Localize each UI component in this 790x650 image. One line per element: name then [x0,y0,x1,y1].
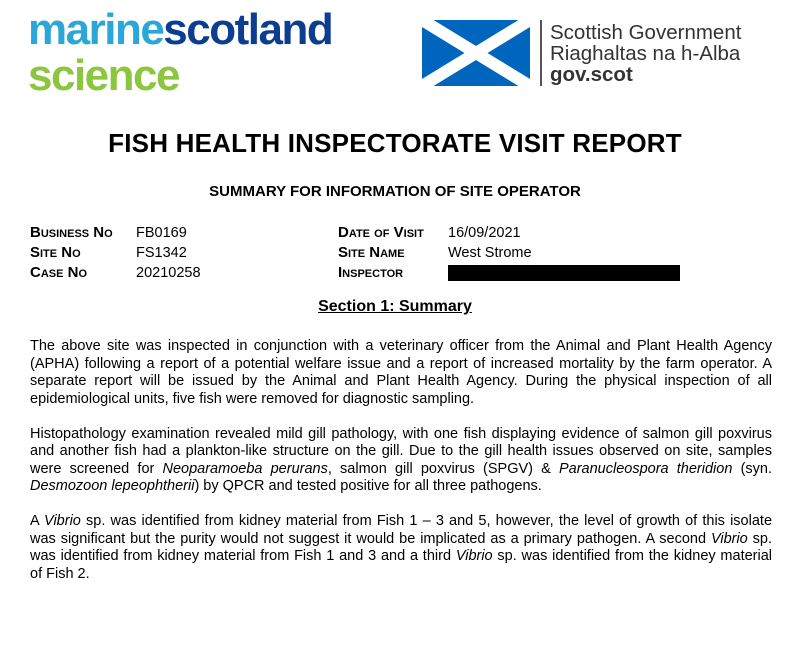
p3-text-a: A [30,513,45,529]
site-name-label: Site Name [338,244,405,261]
p2-species-neoparamoeba: Neoparamoeba perurans [162,460,328,477]
site-name-value: West Strome [448,245,532,261]
site-no-row [30,243,201,263]
gov-text [550,22,741,85]
scottish-government-logo [422,20,741,86]
meta-left-block [30,223,201,283]
case-no-label: Case No [30,264,88,281]
site-no-label: Site No [30,244,81,261]
business-no-label: Business No [30,224,113,241]
section-title: Section 1: Summary [318,298,472,315]
p3-vibrio-3: Vibrio [455,548,493,564]
report-body [30,338,772,601]
case-no-row [30,263,201,283]
inspector-row [338,263,680,283]
case-no-value: 20210258 [136,265,201,281]
summary-paragraph-2 [30,426,772,496]
business-no-value: FB0169 [136,225,187,241]
p3-vibrio-2: Vibrio [710,530,748,547]
logo-scotland-text: scotland [163,5,333,54]
p3-text-g: sp. was identified from the kidney material of Fish 2. [30,548,772,582]
date-row [338,223,680,243]
logo-science-text: science [28,51,179,100]
p3-vibrio-1: Vibrio [44,513,81,529]
summary-paragraph-3 [30,513,772,583]
site-name-row [338,243,680,263]
saltire-flag-icon [422,20,530,86]
inspector-redaction [448,265,680,281]
meta-right-block [338,223,680,283]
document-subtitle: SUMMARY FOR INFORMATION OF SITE OPERATOR [209,183,581,200]
logo-divider [540,20,542,86]
document-title: FISH HEALTH INSPECTORATE VISIT REPORT [108,128,682,158]
p3-text-e: sp. was identified from kidney material from Fish 1 and 3 and a third [30,530,773,564]
business-no-row [30,223,201,243]
p2-text-g: ) by QPCR and tested positive for all three pathogens. [194,478,542,494]
gov-line-gaelic: Riaghaltas na h-Alba [550,41,741,65]
logo-marine-text: marine [28,5,164,54]
gov-line-url: gov.scot [550,62,633,86]
marine-scotland-science-logo [28,5,333,100]
p2-text-c: , salmon gill poxvirus (SPGV) & [327,460,559,477]
p3-text-c: sp. was identified from kidney material from Fish 1 – 3 and 5, however, the level of growth of this isolate was significant but the purity would not suggest it would be implicated as a primary pathogen. A second [30,513,773,547]
gov-line-english: Scottish Government [550,20,742,44]
p2-text-e: (syn. [732,460,772,477]
date-label: Date of Visit [338,224,424,241]
inspector-label: Inspector [338,264,404,281]
summary-paragraph-1: The above site was inspected in conjunction with a veterinary officer from the Animal and Plant Health Agency (APHA) following a report of a potential welfare issue and a report of increased mortality by the farm operator. A separate report will be issued by the Animal and Plant Health Agency. During the physical inspection of all epidemiological units, five fish were removed for diagnostic sampling. [30,338,772,407]
p2-species-desmozoon: Desmozoon lepeophtherii [30,478,195,494]
p2-species-paranucleospora: Paranucleospora theridion [558,460,733,477]
p2-text-a: Histopathology examination revealed mild gill pathology, with one fish displaying evidence of salmon gill poxvirus and another fish had a plankton-like structure on the gill. Due to the gill health issues observed on site, samples were screened for [30,425,772,477]
site-no-value: FS1342 [136,245,187,261]
date-value: 16/09/2021 [448,225,521,241]
